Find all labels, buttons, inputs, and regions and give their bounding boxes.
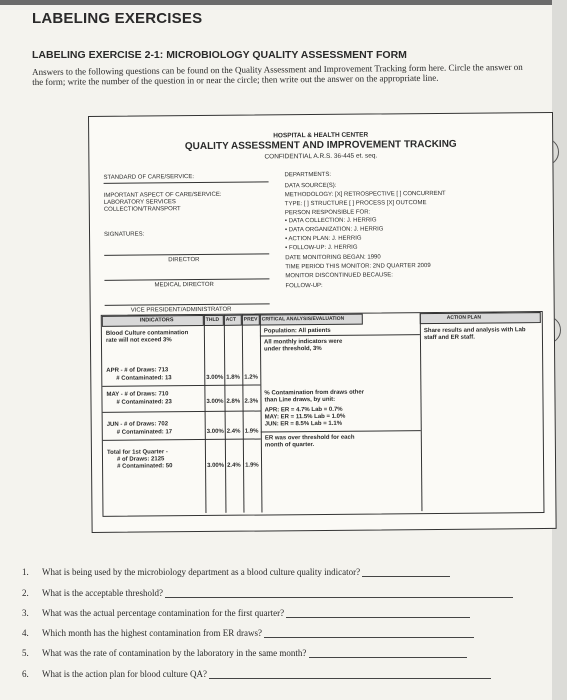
form-confidential: CONFIDENTIAL A.R.S. 36-445 et. seq. <box>264 152 378 161</box>
answer-line-1[interactable] <box>362 568 450 577</box>
row-may-thld: 3.00% <box>206 398 224 405</box>
row-apr-contaminated: # Contaminated: 13 <box>116 375 172 382</box>
er-note: ER was over threshold for each month of quarter. <box>264 434 355 449</box>
row-total-prev: 1.9% <box>245 462 259 469</box>
form-title: QUALITY ASSESSMENT AND IMPROVEMENT TRACKING <box>184 138 457 153</box>
sig-medical-director: MEDICAL DIRECTOR <box>154 281 214 289</box>
col-divider <box>420 313 423 511</box>
form-org: HOSPITAL & HEALTH CENTER <box>273 131 369 140</box>
sig-director: DIRECTOR <box>168 257 200 264</box>
time-period: TIME PERIOD THIS MONITOR: 2ND QUARTER 2009 <box>285 263 431 271</box>
col-divider <box>242 315 245 513</box>
population-text: Population: All patients <box>263 327 331 335</box>
type-label: TYPE: [ ] STRUCTURE [ ] PROCESS [X] OUTCOME <box>284 200 427 208</box>
signature-line <box>104 278 269 280</box>
person-action-plan: • ACTION PLAN: J. HERRIG <box>285 235 362 243</box>
question-text: What was the actual percentage contamination for the first quarter? <box>42 608 285 618</box>
analysis-text: All monthly indicators were under threshold, 3% <box>263 338 343 353</box>
col-divider <box>224 315 227 513</box>
person-label: PERSON RESPONSIBLE FOR: <box>284 209 371 217</box>
col-divider <box>204 315 207 513</box>
row-divider <box>103 439 261 441</box>
row-may-prev: 2.3% <box>244 398 259 405</box>
answer-line-4[interactable] <box>264 629 474 638</box>
top-bar <box>0 0 567 5</box>
question-text: What is the action plan for blood culture QA? <box>42 669 207 679</box>
standard-label: STANDARD OF CARE/SERVICE: <box>103 174 195 181</box>
row-may-contaminated: # Contaminated: 23 <box>116 399 172 406</box>
divider <box>260 334 420 336</box>
aspect-value-2: COLLECTION/TRANSPORT <box>103 206 181 213</box>
question-number: 6. <box>22 669 29 679</box>
contam-apr: APR: ER = 4.7% Lab = 0.7% <box>264 406 343 414</box>
answer-line-5[interactable] <box>309 649 467 658</box>
discontinued-label: MONITOR DISCONTINUED BECAUSE: <box>285 272 394 280</box>
row-total-draws: # of Draws: 2125 <box>116 456 165 463</box>
question-6 <box>22 669 491 679</box>
question-text: What was the rate of contamination by the laboratory in the same month? <box>42 648 307 658</box>
signature-line <box>105 303 270 305</box>
person-data-collection: • DATA COLLECTION: J. HERRIG <box>284 217 377 225</box>
question-number: 3. <box>22 608 29 618</box>
exercise-title: LABELING EXERCISES <box>32 10 203 27</box>
date-began: DATE MONITORING BEGAN: 1990 <box>285 254 381 262</box>
question-3 <box>22 608 470 618</box>
row-apr-draws: APR - # of Draws: 713 <box>106 367 169 374</box>
answer-line-6[interactable] <box>209 670 491 679</box>
question-number: 4. <box>22 628 29 638</box>
aspect-label: IMPORTANT ASPECT OF CARE/SERVICE: <box>103 191 222 199</box>
header-action: ACTION PLAN <box>446 314 481 321</box>
question-number: 2. <box>22 588 29 598</box>
row-total-contaminated: # Contaminated: 50 <box>117 463 173 470</box>
question-5 <box>22 648 467 658</box>
row-total-act: 2.4% <box>227 462 241 469</box>
row-apr-act: 1.8% <box>226 374 241 381</box>
indicator-text: Blood Culture contamination rate will not exceed 3% <box>105 330 189 344</box>
question-text: Which month has the highest contamination from ER draws? <box>42 628 262 638</box>
exercise-subtitle: LABELING EXERCISE 2-1: MICROBIOLOGY QUALITY ASSESSMENT FORM <box>32 49 407 61</box>
instructions: Answers to the following questions can be found on the Quality Assessment and Improvement Tracking form here. Circle the answer on the form; write the number of the question in or near the circle; then write out the answer on the appropriate line. <box>32 61 523 87</box>
question-text: What is being used by the microbiology department as a blood culture quality indicator? <box>42 567 361 577</box>
answer-line-3[interactable] <box>286 609 470 618</box>
person-follow-up: • FOLLOW-UP: J. HERRIG <box>285 244 358 252</box>
row-total-label: Total for 1st Quarter - <box>106 449 168 456</box>
row-jun-act: 2.4% <box>226 428 241 435</box>
header-act: ACT <box>225 316 237 323</box>
contam-jun: JUN: ER = 8.5% Lab = 1.1% <box>264 420 343 428</box>
row-jun-thld: 3.00% <box>206 428 224 435</box>
question-2 <box>22 588 513 598</box>
row-may-act: 2.8% <box>226 398 241 405</box>
header-prev: PREV <box>243 316 258 323</box>
qa-tracking-form <box>88 112 557 533</box>
row-total-thld: 3.00% <box>207 462 225 469</box>
question-text: What is the acceptable threshold? <box>42 588 163 598</box>
row-apr-prev: 1.2% <box>244 374 259 381</box>
header-thld: THLD <box>205 316 220 323</box>
row-may-draws: MAY - # of Draws: 710 <box>106 391 169 398</box>
divider <box>261 430 421 432</box>
row-jun-prev: 1.9% <box>244 428 259 435</box>
question-number: 1. <box>22 567 29 577</box>
data-sources-label: DATA SOURCE(S): <box>284 182 337 190</box>
question-4 <box>22 628 474 638</box>
signatures-label: SIGNATURES: <box>104 231 145 238</box>
row-apr-thld: 3.00% <box>206 374 224 381</box>
answer-line-2[interactable] <box>165 589 513 598</box>
signature-line <box>104 253 269 255</box>
row-divider <box>103 411 261 413</box>
contam-title: % Contamination from draws other than Line draws, by unit: <box>264 389 365 404</box>
row-jun-contaminated: # Contaminated: 17 <box>116 429 173 436</box>
followup-label: FOLLOW-UP: <box>285 282 323 290</box>
departments-label: DEPARTMENTS: <box>284 171 332 179</box>
sig-vp: VICE PRESIDENT/ADMINISTRATOR <box>130 306 232 314</box>
question-1 <box>22 567 450 577</box>
contam-may: MAY: ER = 11.5% Lab = 1.0% <box>264 413 346 421</box>
col-divider <box>260 315 263 513</box>
row-divider <box>102 385 260 387</box>
question-number: 5. <box>22 648 29 658</box>
header-indicators: INDICATORS <box>139 317 174 324</box>
person-data-org: • DATA ORGANIZATION: J. HERRIG <box>284 226 384 234</box>
aspect-value-1: LABORATORY SERVICES <box>103 199 176 206</box>
action-plan-text: Share results and analysis with Lab staff and ER staff. <box>423 327 526 342</box>
header-critical: CRITICAL ANALYSIS/EVALUATION <box>261 315 345 323</box>
divider <box>104 181 269 183</box>
indicator-table <box>101 311 545 517</box>
row-jun-draws: JUN - # of Draws: 702 <box>106 421 169 428</box>
methodology-label: METHODOLOGY: [X] RETROSPECTIVE [ ] CONCURRENT <box>284 190 446 199</box>
